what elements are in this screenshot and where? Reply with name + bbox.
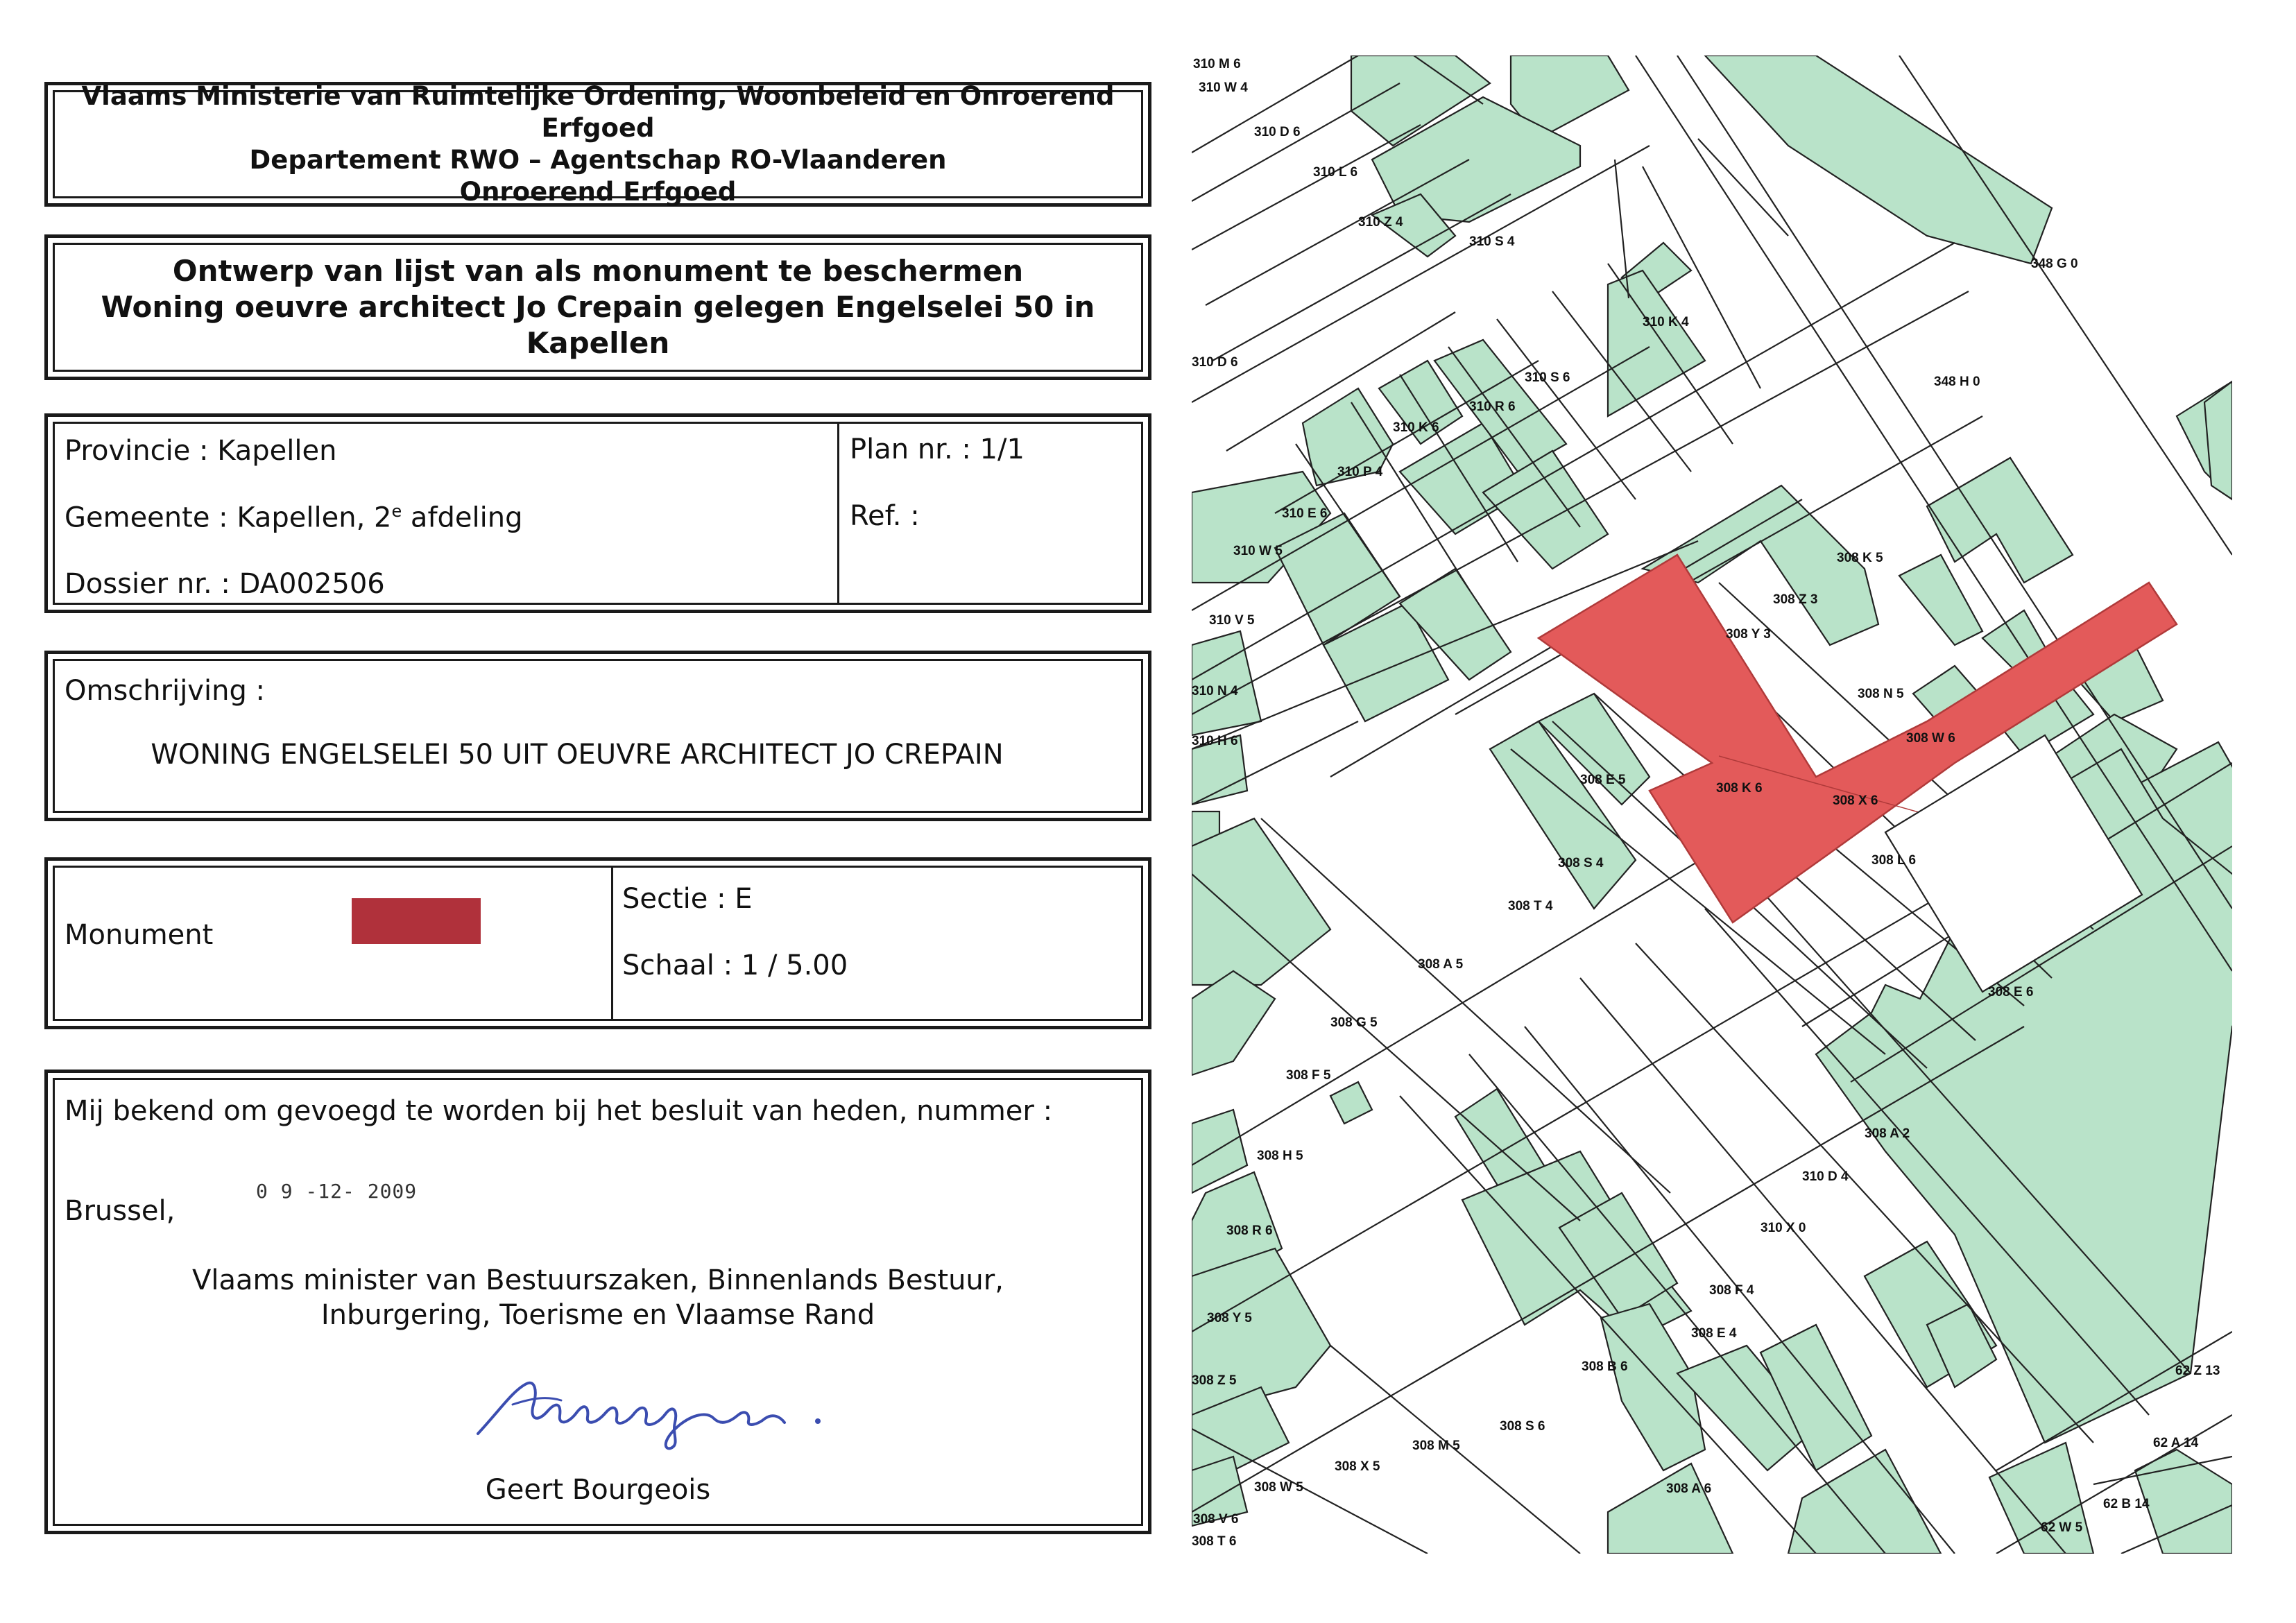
parcel-label: 308 B 6 [1582, 1359, 1628, 1374]
parcel-label: 308 A 5 [1418, 957, 1464, 972]
omschrijving-text: WONING ENGELSELEI 50 UIT OEUVRE ARCHITECT JO CREPAIN [151, 739, 1004, 771]
decision-box [44, 1070, 1151, 1534]
gemeente-suffix: afdeling [402, 501, 523, 534]
parcel-label: 310 X 0 [1760, 1221, 1806, 1235]
signature [471, 1356, 901, 1453]
plan-field: Plan nr. : 1/1 [850, 433, 1025, 465]
parcel-label: 308 Z 5 [1192, 1373, 1237, 1388]
parcel-label: 308 N 5 [1858, 687, 1904, 701]
agency-header [55, 81, 1141, 207]
parcel-label: 62 B 14 [2103, 1497, 2150, 1511]
parcel-label: 308 T 4 [1508, 899, 1553, 913]
minister-title-1: Vlaams minister van Bestuurszaken, Binnenlands Bestuur, [192, 1264, 1004, 1296]
parcel-label: 308 W 5 [1254, 1480, 1303, 1495]
parcel-label: 310 D 6 [1192, 355, 1238, 370]
parcel-label: 308 V 6 [1193, 1512, 1239, 1527]
parcel-label: 308 W 6 [1906, 731, 1955, 746]
parcel-label: 310 D 4 [1802, 1169, 1849, 1184]
parcel-label: 308 T 6 [1192, 1534, 1237, 1549]
signatory-name: Geert Bourgeois [485, 1474, 711, 1506]
header-line-1: Vlaams Ministerie van Ruimtelijke Ordening, Woonbeleid en Onroerend Erfgoed [81, 81, 1115, 143]
gemeente-sup: e [391, 501, 402, 521]
ref-field: Ref. : [850, 500, 920, 532]
parcel-label: 308 H 5 [1257, 1149, 1303, 1163]
header-box [44, 82, 1151, 207]
parcel-label: 308 Y 5 [1207, 1311, 1252, 1325]
monument-label: Monument [65, 919, 214, 951]
parcel-label: 310 W 4 [1199, 80, 1248, 95]
parcel-label: 310 L 6 [1313, 165, 1358, 180]
minister-title-2: Inburgering, Toerisme en Vlaamse Rand [320, 1299, 875, 1331]
parcel-label: 308 E 4 [1691, 1326, 1737, 1341]
parcel-label: 308 Z 3 [1773, 592, 1818, 607]
parcel-label: 308 K 5 [1837, 551, 1883, 565]
parcel-label: 348 H 0 [1934, 375, 1980, 389]
sectie-field: Sectie : E [622, 883, 753, 915]
parcel-label: 310 V 5 [1209, 613, 1255, 628]
parcel-label: 308 X 5 [1335, 1459, 1380, 1474]
parcel-label: 308 S 4 [1558, 856, 1604, 870]
city-label: Brussel, [65, 1195, 175, 1227]
decision-date: 0 9 -12- 2009 [256, 1180, 418, 1203]
parcel-label: 308 E 6 [1988, 985, 2034, 999]
header-line-3: Onroerend Erfgoed [459, 177, 737, 207]
parcel-label: 308 A 2 [1865, 1126, 1910, 1141]
legend-box [44, 857, 1151, 1029]
cadastral-map [1192, 55, 2232, 1554]
document-title [55, 245, 1141, 370]
dossier-field: Dossier nr. : DA002506 [65, 568, 385, 600]
parcel-label: 308 E 5 [1580, 773, 1626, 787]
parcel-label: 308 F 4 [1709, 1283, 1754, 1298]
parcel-label: 62 A 14 [2153, 1436, 2199, 1450]
parcel-label: 310 K 4 [1643, 315, 1689, 329]
parcel-label: 308 F 5 [1286, 1068, 1331, 1083]
parcel-label: 310 R 6 [1469, 400, 1516, 414]
info-box [44, 413, 1151, 613]
title-box [44, 234, 1151, 380]
header-line-2: Departement RWO – Agentschap RO-Vlaanderen [249, 145, 947, 175]
gemeente-prefix: Gemeente : Kapellen, 2 [65, 501, 392, 534]
parcel-label: 310 H 6 [1192, 734, 1238, 748]
parcel-label: 308 L 6 [1871, 853, 1917, 868]
omschrijving-label: Omschrijving : [65, 675, 266, 707]
parcel-label: 62 Z 13 [2175, 1364, 2220, 1378]
decision-statement: Mij bekend om gevoegd te worden bij het besluit van heden, nummer : [65, 1095, 1053, 1127]
omschrijving-box [44, 651, 1151, 821]
parcel-label: 310 E 6 [1282, 506, 1328, 521]
schaal-field: Schaal : 1 / 5.00 [622, 950, 848, 981]
parcel-label: 310 K 6 [1393, 420, 1439, 435]
parcel-label: 310 Z 4 [1358, 215, 1403, 230]
legend-divider [611, 868, 613, 1019]
parcel-label: 310 P 4 [1337, 465, 1383, 479]
parcel-label: 310 W 5 [1233, 544, 1283, 558]
title-line-2: Woning oeuvre architect Jo Crepain gelegen Engelselei 50 in Kapellen [101, 290, 1095, 360]
parcel-label: 348 G 0 [2031, 257, 2078, 271]
parcel-label: 308 G 5 [1330, 1015, 1378, 1030]
parcel-label: 308 S 6 [1500, 1419, 1545, 1434]
info-divider [837, 424, 839, 603]
parcel-label: 310 S 4 [1469, 234, 1515, 249]
provincie-field: Provincie : Kapellen [65, 435, 337, 467]
gemeente-field [65, 501, 523, 533]
parcel-label: 308 K 6 [1716, 781, 1763, 796]
monument-swatch [352, 898, 481, 944]
parcel-label: 308 M 5 [1412, 1439, 1460, 1453]
parcel-label: 308 X 6 [1833, 793, 1878, 808]
title-line-1: Ontwerp van lijst van als monument te beschermen [172, 254, 1024, 288]
parcel-label: 310 M 6 [1193, 57, 1241, 71]
parcel-label: 62 W 5 [2041, 1520, 2083, 1535]
parcel-label: 310 N 4 [1192, 684, 1238, 698]
parcel-label: 310 S 6 [1525, 370, 1570, 385]
parcel-label: 308 R 6 [1226, 1223, 1273, 1238]
parcel-label: 308 Y 3 [1726, 627, 1771, 642]
parcel-label: 308 A 6 [1666, 1482, 1712, 1496]
parcel-label: 310 D 6 [1254, 125, 1301, 139]
